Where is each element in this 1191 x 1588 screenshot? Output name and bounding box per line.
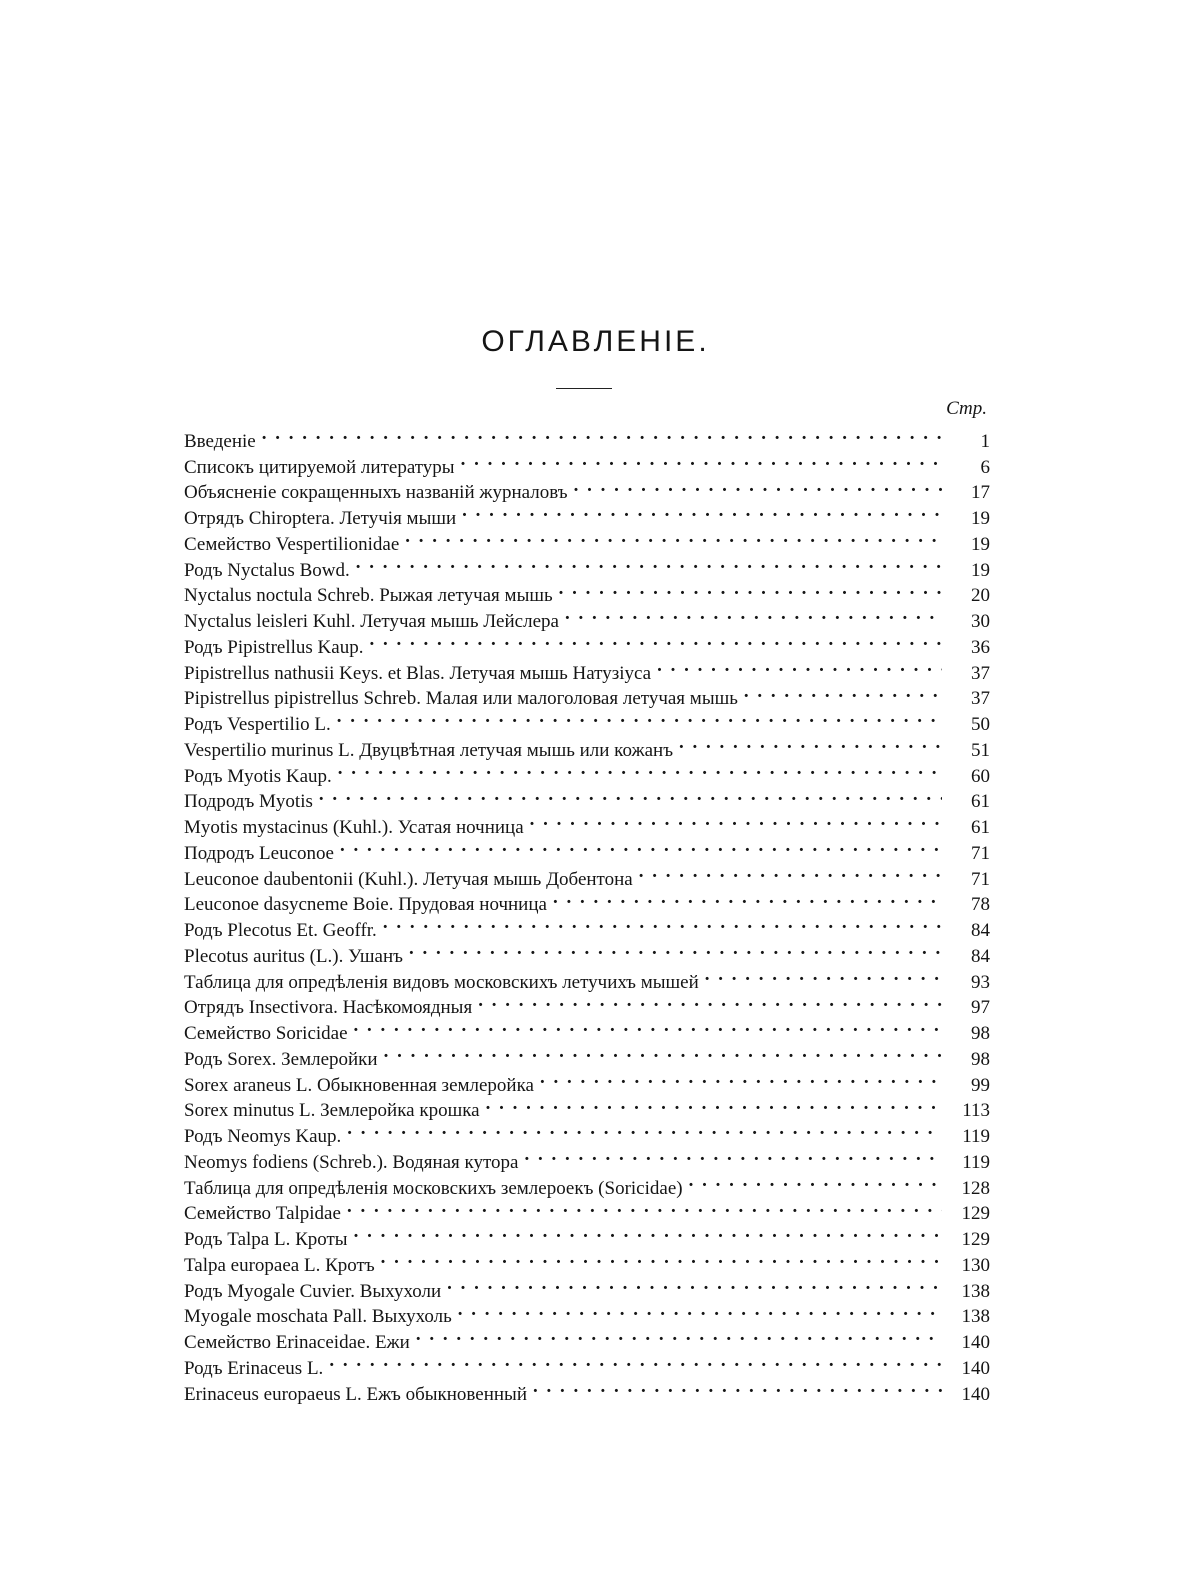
toc-entry-label: Семейство Vespertilionidae xyxy=(184,533,400,555)
toc-entry-label: Таблица для опредѣленія московскихъ землероекъ (Soricidae) xyxy=(184,1177,683,1199)
toc-entry-label: Родъ Neomys Kaup. xyxy=(184,1126,342,1147)
toc-entry-page-number: 84 xyxy=(971,920,990,941)
toc-entry-page-number: 84 xyxy=(971,945,990,967)
toc-entry-page-number: 130 xyxy=(961,1254,990,1276)
toc-entry-label: Pipistrellus pipistrellus Schreb. Малая или малоголовая летучая мышь xyxy=(184,688,738,710)
toc-entry-label: Nyctalus leisleri Kuhl. Летучая мышь Лейслера xyxy=(184,611,559,632)
toc-dot-leader xyxy=(262,421,942,447)
toc-entry-page-number: 129 xyxy=(961,1203,990,1225)
toc-entry-label: Leuconoe daubentonii (Kuhl.). Летучая мышь Добентона xyxy=(184,868,633,890)
toc-entry-label: Talpa europaea L. Кротъ xyxy=(184,1254,375,1276)
toc-entry-page-number: 30 xyxy=(971,611,990,632)
toc-dot-leader xyxy=(369,627,942,653)
toc-dot-leader xyxy=(447,1271,942,1297)
toc-entry-page-number: 60 xyxy=(971,765,990,787)
toc-entry-page-number: 129 xyxy=(961,1229,990,1250)
toc-entry-page-number: 51 xyxy=(971,739,990,761)
toc-entry-page-number: 140 xyxy=(961,1332,990,1353)
toc-dot-leader xyxy=(462,498,942,524)
toc-entry-label: Родъ Vespertilio L. xyxy=(184,714,331,735)
toc-dot-leader xyxy=(384,1039,942,1065)
toc-dot-leader xyxy=(405,524,942,550)
toc-entry-label: Подродъ Leuconoe xyxy=(184,842,334,864)
toc-entry-page-number: 71 xyxy=(971,842,990,864)
toc-entry-page-number: 119 xyxy=(962,1126,990,1147)
toc-entry-page-number: 19 xyxy=(971,533,990,555)
toc-entry-label: Списокъ цитируемой литературы xyxy=(184,456,455,478)
toc-entry-label: Sorex minutus L. Землеройка крошка xyxy=(184,1100,480,1122)
toc-dot-leader xyxy=(540,1065,942,1091)
toc-dot-leader xyxy=(356,550,942,576)
toc-entry-label: Семейство Soricidae xyxy=(184,1023,348,1044)
toc-entry-label: Семейство Erinaceidae. Ежи xyxy=(184,1332,410,1353)
page-column-header: Стр. xyxy=(946,398,987,419)
toc-dot-leader xyxy=(553,885,942,911)
toc-entry-page-number: 36 xyxy=(971,636,990,658)
toc-entry-label: Neomys fodiens (Schreb.). Водяная кутора xyxy=(184,1151,519,1173)
toc-entry-page-number: 37 xyxy=(971,662,990,684)
toc-dot-leader xyxy=(478,988,942,1014)
toc-entry-page-number: 140 xyxy=(961,1383,990,1405)
toc-entry-label: Vespertilio murinus L. Двуцвѣтная летучая мышь или кожанъ xyxy=(184,739,674,761)
toc-entry-label: Родъ Myotis Kaup. xyxy=(184,765,332,787)
toc-entry-label: Родъ Plecotus Et. Geoffr. xyxy=(184,920,377,941)
toc-entry-label: Myogale moschata Pall. Выхухоль xyxy=(184,1306,452,1328)
toc-dot-leader xyxy=(565,601,942,627)
toc-dot-leader xyxy=(639,859,942,885)
toc-dot-leader xyxy=(381,1245,942,1271)
toc-entry-page-number: 138 xyxy=(961,1280,990,1302)
toc-entry-page-number: 78 xyxy=(971,894,990,916)
toc-dot-leader xyxy=(657,653,942,679)
toc-entry-page-number: 37 xyxy=(971,688,990,710)
toc-entry-page-number: 1 xyxy=(980,430,990,452)
toc-entry-label: Родъ Talpa L. Кроты xyxy=(184,1229,348,1250)
toc-entry-label: Родъ Erinaceus L. xyxy=(184,1357,324,1379)
toc-entry-label: Отрядъ Chiroptera. Летучія мыши xyxy=(184,508,457,529)
toc-entry-page-number: 19 xyxy=(971,559,990,581)
toc-entry-label: Родъ Myogale Cuvier. Выхухоли xyxy=(184,1280,442,1302)
toc-dot-leader xyxy=(530,807,942,833)
toc-dot-leader xyxy=(486,1091,942,1117)
toc-entry-page-number: 113 xyxy=(962,1100,990,1122)
toc-entry-label: Родъ Nyctalus Bowd. xyxy=(184,559,350,581)
toc-entry-page-number: 119 xyxy=(962,1151,990,1173)
toc-entry-page-number: 140 xyxy=(961,1357,990,1379)
toc-dot-leader xyxy=(383,910,942,936)
toc-entry-page-number: 61 xyxy=(971,791,990,813)
toc-dot-leader xyxy=(354,1013,942,1039)
toc-dot-leader xyxy=(338,756,942,782)
toc-entry-label: Родъ Sorex. Землеройки xyxy=(184,1048,378,1070)
toc-entry-label: Родъ Pipistrellus Kaup. xyxy=(184,636,364,658)
toc-entry xyxy=(184,447,990,478)
toc-entry-label: Семейство Talpidae xyxy=(184,1203,341,1225)
toc-dot-leader xyxy=(319,782,942,808)
toc-entry-page-number: 138 xyxy=(961,1306,990,1328)
toc-dot-leader xyxy=(744,679,942,705)
toc-dot-leader xyxy=(525,1142,943,1168)
toc-entry-page-number: 128 xyxy=(961,1177,990,1199)
toc-dot-leader xyxy=(458,1297,942,1323)
toc-dot-leader xyxy=(347,1194,942,1220)
toc-entry-page-number: 99 xyxy=(971,1074,990,1096)
toc-dot-leader xyxy=(340,833,942,859)
toc-dot-leader xyxy=(461,447,942,473)
toc-entry-label: Pipistrellus nathusii Keys. et Blas. Летучая мышь Натузіуса xyxy=(184,662,652,684)
toc-entry-label: Отрядъ Insectivora. Насѣкомоядныя xyxy=(184,997,473,1019)
toc-entry-label: Таблица для опредѣленія видовъ московскихъ летучихъ мышей xyxy=(184,971,699,993)
title-divider xyxy=(556,388,612,389)
toc-entry-label: Объясненіе сокращенныхъ названій журналовъ xyxy=(184,482,568,504)
toc-entry-page-number: 98 xyxy=(971,1048,990,1070)
toc-entry-label: Leuconoe dasycneme Boie. Прудовая ночница xyxy=(184,894,547,916)
toc-entry-label: Подродъ Myotis xyxy=(184,791,313,813)
toc-entry-label: Myotis mystacinus (Kuhl.). Усатая ночница xyxy=(184,817,524,838)
toc-entry-page-number: 71 xyxy=(971,868,990,890)
toc-entry-page-number: 98 xyxy=(971,1023,990,1044)
toc-dot-leader xyxy=(705,962,942,988)
toc-dot-leader xyxy=(416,1322,942,1348)
toc-dot-leader xyxy=(533,1374,942,1400)
toc-entry-page-number: 50 xyxy=(971,714,990,735)
toc-dot-leader xyxy=(354,1219,942,1245)
toc-entry-page-number: 6 xyxy=(980,456,990,478)
toc-entry-page-number: 93 xyxy=(971,971,990,993)
page-title: ОГЛАВЛЕНІЕ. xyxy=(481,325,710,358)
toc-dot-leader xyxy=(329,1348,942,1374)
toc-entry-label: Nyctalus noctula Schreb. Рыжая летучая мышь xyxy=(184,585,553,607)
toc-dot-leader xyxy=(409,936,942,962)
toc-entry-page-number: 97 xyxy=(971,997,990,1019)
toc-entry-page-number: 61 xyxy=(971,817,990,838)
toc-dot-leader xyxy=(347,1116,942,1142)
toc-entry xyxy=(184,421,990,452)
toc-entry-label: Sorex araneus L. Обыкновенная землеройка xyxy=(184,1074,534,1096)
toc-entry-label: Введеніе xyxy=(184,430,256,452)
table-of-contents xyxy=(184,421,990,1405)
toc-dot-leader xyxy=(337,704,942,730)
toc-dot-leader xyxy=(574,473,942,499)
toc-dot-leader xyxy=(559,576,942,602)
toc-dot-leader xyxy=(689,1168,942,1194)
toc-entry-page-number: 19 xyxy=(971,508,990,529)
toc-entry-page-number: 20 xyxy=(971,585,990,607)
toc-dot-leader xyxy=(679,730,942,756)
toc-entry-label: Erinaceus europaeus L. Ежъ обыкновенный xyxy=(184,1383,527,1405)
toc-entry-label: Plecotus auritus (L.). Ушанъ xyxy=(184,945,403,967)
toc-entry-page-number: 17 xyxy=(971,482,990,504)
